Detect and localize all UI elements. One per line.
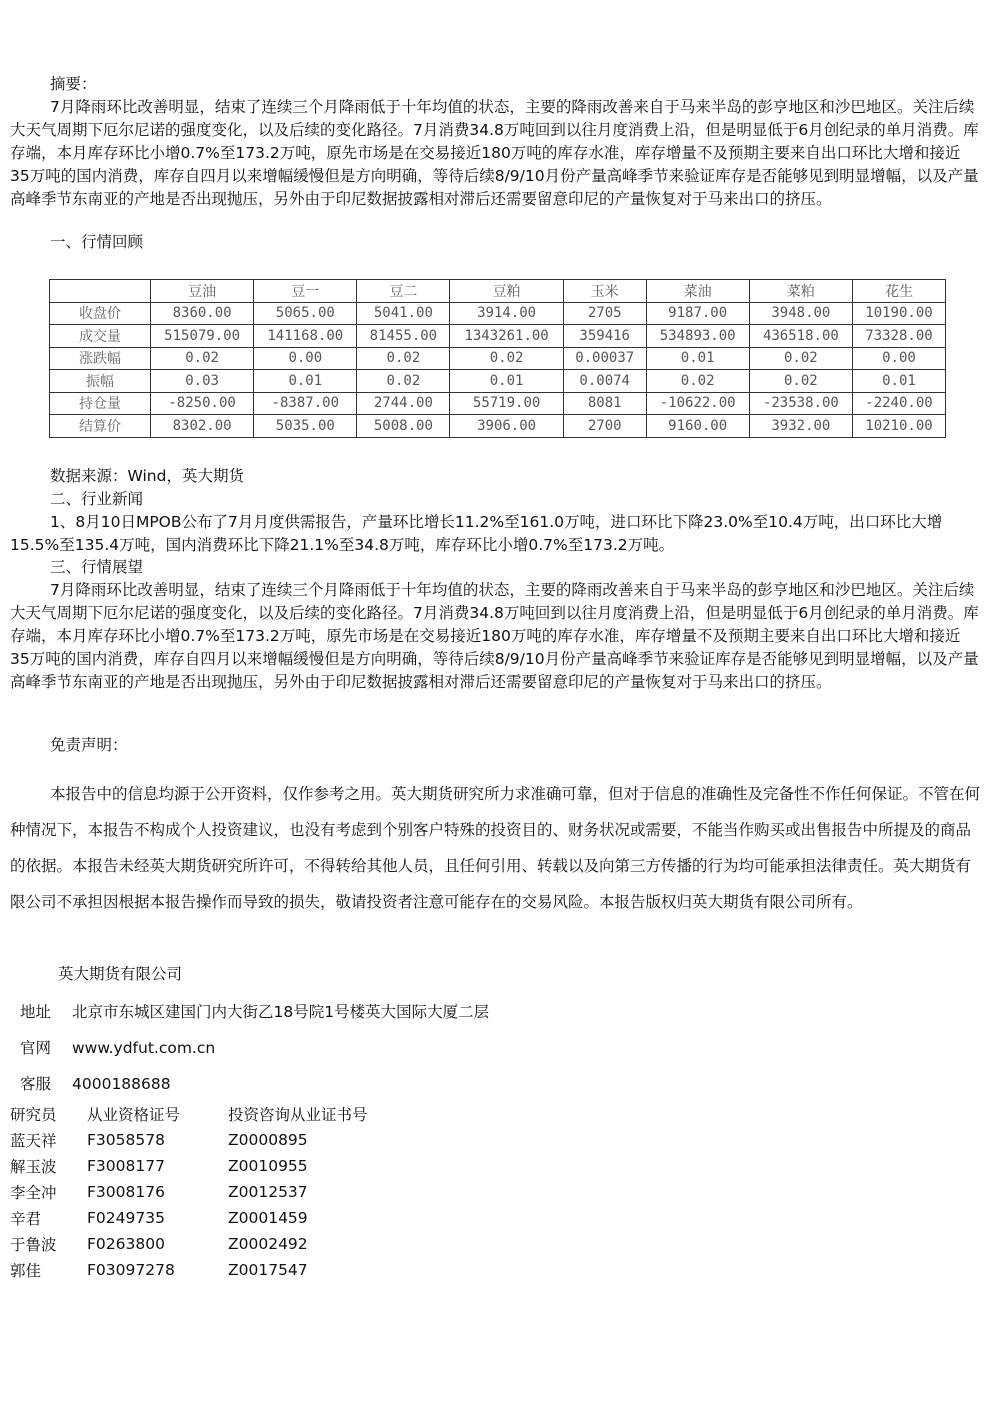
section3-heading: 三、行情展望 — [50, 558, 144, 576]
company-name: 英大期货有限公司 — [58, 965, 183, 983]
table-cell: 55719.00 — [450, 392, 563, 415]
section2-heading: 二、行业新闻 — [50, 490, 144, 508]
disclaimer-text: 本报告中的信息均源于公开资料，仅作参考之用。英大期货研究所力求准确可靠，但对于信息的准确性及完备性不作任何保证。不管在何种情况下，本报告不构成个人投资建议，也没有考虑到个别客户特殊的投资目的、财务状况或需要，不能当作购买或出售报告中所提及的商品的依据。本报告未经英大期货研究所许可，不得转给其他人员，且任何引用、转载以及向第三方传播的行为均可能承担法律责任。英大期货有限公司不承担因根据本报告操作而导致的损失，敬请投资者注意可能存在的交易风险。本报告版权归英大期货有限公司所有。 — [10, 785, 981, 911]
staff-advisory-id: Z0000895 — [228, 1131, 308, 1149]
table-cell: -2240.00 — [852, 392, 945, 415]
staff-row — [10, 1153, 368, 1179]
website-label: 官网 — [20, 1039, 52, 1057]
table-row — [50, 325, 946, 348]
table-cell: 436518.00 — [749, 325, 852, 348]
staff-header-row — [10, 1101, 368, 1127]
staff-qualification-id: F0249735 — [87, 1209, 165, 1227]
staff-row — [10, 1205, 368, 1231]
table-cell: 2705 — [563, 302, 646, 325]
table-cell: 73328.00 — [852, 325, 945, 348]
table-cell: 515079.00 — [151, 325, 254, 348]
table-cell: 3932.00 — [749, 415, 852, 438]
address-value: 北京市东城区建国门内大街乙18号院1号楼英大国际大厦二层 — [72, 1003, 490, 1021]
staff-row — [10, 1257, 368, 1283]
staff-header-cell: 从业资格证号 — [87, 1106, 181, 1124]
table-cell: 0.0074 — [563, 370, 646, 393]
table-cell: 9187.00 — [646, 302, 749, 325]
table-row — [50, 347, 946, 370]
staff-advisory-id: Z0010955 — [228, 1157, 308, 1175]
table-cell: 9160.00 — [646, 415, 749, 438]
table-header-cell: 菜油 — [646, 280, 749, 303]
address-label: 地址 — [20, 1003, 52, 1021]
row-label: 振幅 — [50, 370, 151, 393]
table-cell: 0.02 — [749, 347, 852, 370]
table-cell: 0.01 — [852, 370, 945, 393]
row-label: 持仓量 — [50, 392, 151, 415]
table-cell: 141168.00 — [254, 325, 357, 348]
table-header-row — [50, 280, 946, 303]
staff-row — [10, 1231, 368, 1257]
table-cell: 0.00037 — [563, 347, 646, 370]
table-cell: 5065.00 — [254, 302, 357, 325]
table-cell: 1343261.00 — [450, 325, 563, 348]
table-cell: 3914.00 — [450, 302, 563, 325]
row-label: 结算价 — [50, 415, 151, 438]
staff-advisory-id: Z0012537 — [228, 1183, 308, 1201]
staff-header-cell: 研究员 — [10, 1106, 57, 1124]
table-cell: 0.00 — [254, 347, 357, 370]
table-cell: 8081 — [563, 392, 646, 415]
table-cell: -23538.00 — [749, 392, 852, 415]
table-cell: 10210.00 — [852, 415, 945, 438]
table-cell: 8360.00 — [151, 302, 254, 325]
table-row — [50, 370, 946, 393]
staff-qualification-id: F3008176 — [87, 1183, 165, 1201]
table-row — [50, 415, 946, 438]
table-cell: 8302.00 — [151, 415, 254, 438]
company-website — [20, 1036, 215, 1060]
table-cell: 5035.00 — [254, 415, 357, 438]
staff-row — [10, 1179, 368, 1205]
staff-name: 解玉波 — [10, 1158, 57, 1176]
table-header-cell: 菜粕 — [749, 280, 852, 303]
table-header-cell: 豆一 — [254, 280, 357, 303]
table-cell: -10622.00 — [646, 392, 749, 415]
table-cell: 3906.00 — [450, 415, 563, 438]
table-cell: 0.02 — [646, 370, 749, 393]
market-table — [49, 279, 946, 438]
table-row — [50, 392, 946, 415]
section2-text: 1、8月10日MPOB公布了7月月度供需报告，产量环比增长11.2%至161.0万吨，进口环比下降23.0%至10.4万吨，出口环比大增15.5%至135.4万吨，国内消费环比下降21.1%至34.8万吨，库存环比小增0.7%至173.2万吨。 — [10, 513, 943, 554]
table-cell: 0.00 — [852, 347, 945, 370]
staff-name: 李全冲 — [10, 1184, 57, 1202]
table-cell: 2744.00 — [357, 392, 450, 415]
table-cell: 0.02 — [357, 370, 450, 393]
service-label: 客服 — [20, 1075, 52, 1093]
staff-advisory-id: Z0002492 — [228, 1235, 308, 1253]
staff-row — [10, 1127, 368, 1153]
staff-qualification-id: F3008177 — [87, 1157, 165, 1175]
table-cell: 2700 — [563, 415, 646, 438]
company-address — [20, 1000, 489, 1024]
table-header-cell — [50, 280, 151, 303]
staff-table — [10, 1101, 368, 1283]
staff-header-cell: 投资咨询从业证书号 — [228, 1106, 368, 1124]
table-cell: 3948.00 — [749, 302, 852, 325]
row-label: 涨跌幅 — [50, 347, 151, 370]
company-service — [20, 1072, 171, 1096]
staff-qualification-id: F03097278 — [87, 1261, 175, 1279]
staff-qualification-id: F3058578 — [87, 1131, 165, 1149]
table-cell: -8387.00 — [254, 392, 357, 415]
table-cell: 0.01 — [254, 370, 357, 393]
table-cell: 359416 — [563, 325, 646, 348]
disclaimer-heading: 免责声明： — [50, 736, 128, 754]
section3-text: 7月降雨环比改善明显，结束了连续三个月降雨低于十年均值的状态，主要的降雨改善来自于马来半岛的彭亨地区和沙巴地区。关注后续大天气周期下厄尔尼诺的强度变化，以及后续的变化路径。7月消费34.8万吨回到以往月度消费上沿，但是明显低于6月创纪录的单月消费。库存端，本月库存环比小增0.7%至173.2万吨，原先市场是在交易接近180万吨的库存水准，库存增量不及预期主要来自出口环比大增和接近35万吨的国内消费，库存自四月以来增幅缓慢但是方向明确，等待后续8/9/10月份产量高峰季节来验证库存是否能够见到明显增幅，以及产量高峰季节东南亚的产地是否出现抛压，另外由于印尼数据披露相对滞后还需要留意印尼的产量恢复对于马来出口的挤压。 — [10, 581, 979, 691]
table-cell: 534893.00 — [646, 325, 749, 348]
staff-qualification-id: F0263800 — [87, 1235, 165, 1253]
staff-advisory-id: Z0001459 — [228, 1209, 308, 1227]
staff-name: 辛君 — [10, 1210, 42, 1228]
staff-name: 蓝天祥 — [10, 1132, 57, 1150]
table-cell: 0.03 — [151, 370, 254, 393]
service-phone: 4000188688 — [72, 1075, 171, 1093]
staff-name: 郭佳 — [10, 1262, 42, 1280]
row-label: 收盘价 — [50, 302, 151, 325]
table-header-cell: 玉米 — [563, 280, 646, 303]
table-row — [50, 302, 946, 325]
website-link[interactable]: www.ydfut.com.cn — [72, 1039, 216, 1057]
table-cell: 81455.00 — [357, 325, 450, 348]
table-cell: 0.01 — [646, 347, 749, 370]
table-cell: 0.02 — [749, 370, 852, 393]
table-cell: 5008.00 — [357, 415, 450, 438]
table-cell: 5041.00 — [357, 302, 450, 325]
table-cell: 0.01 — [450, 370, 563, 393]
table-header-cell: 豆二 — [357, 280, 450, 303]
table-cell: -8250.00 — [151, 392, 254, 415]
summary-text: 7月降雨环比改善明显，结束了连续三个月降雨低于十年均值的状态，主要的降雨改善来自于马来半岛的彭亨地区和沙巴地区。关注后续大天气周期下厄尔尼诺的强度变化，以及后续的变化路径。7月消费34.8万吨回到以往月度消费上沿，但是明显低于6月创纪录的单月消费。库存端，本月库存环比小增0.7%至173.2万吨，原先市场是在交易接近180万吨的库存水准，库存增量不及预期主要来自出口环比大增和接近35万吨的国内消费，库存自四月以来增幅缓慢但是方向明确，等待后续8/9/10月份产量高峰季节来验证库存是否能够见到明显增幅，以及产量高峰季节东南亚的产地是否出现抛压，另外由于印尼数据披露相对滞后还需要留意印尼的产量恢复对于马来出口的挤压。 — [10, 98, 979, 208]
table-header-cell: 豆油 — [151, 280, 254, 303]
table-cell: 0.02 — [151, 347, 254, 370]
summary-heading: 摘要： — [50, 75, 97, 93]
table-header-cell: 花生 — [852, 280, 945, 303]
staff-name: 于鲁波 — [10, 1236, 57, 1254]
section1-heading: 一、行情回顾 — [50, 233, 144, 251]
staff-advisory-id: Z0017547 — [228, 1261, 308, 1279]
row-label: 成交量 — [50, 325, 151, 348]
table-cell: 0.02 — [450, 347, 563, 370]
table-cell: 10190.00 — [852, 302, 945, 325]
table-cell: 0.02 — [357, 347, 450, 370]
data-source: 数据来源：Wind，英大期货 — [50, 467, 244, 485]
table-header-cell: 豆粕 — [450, 280, 563, 303]
